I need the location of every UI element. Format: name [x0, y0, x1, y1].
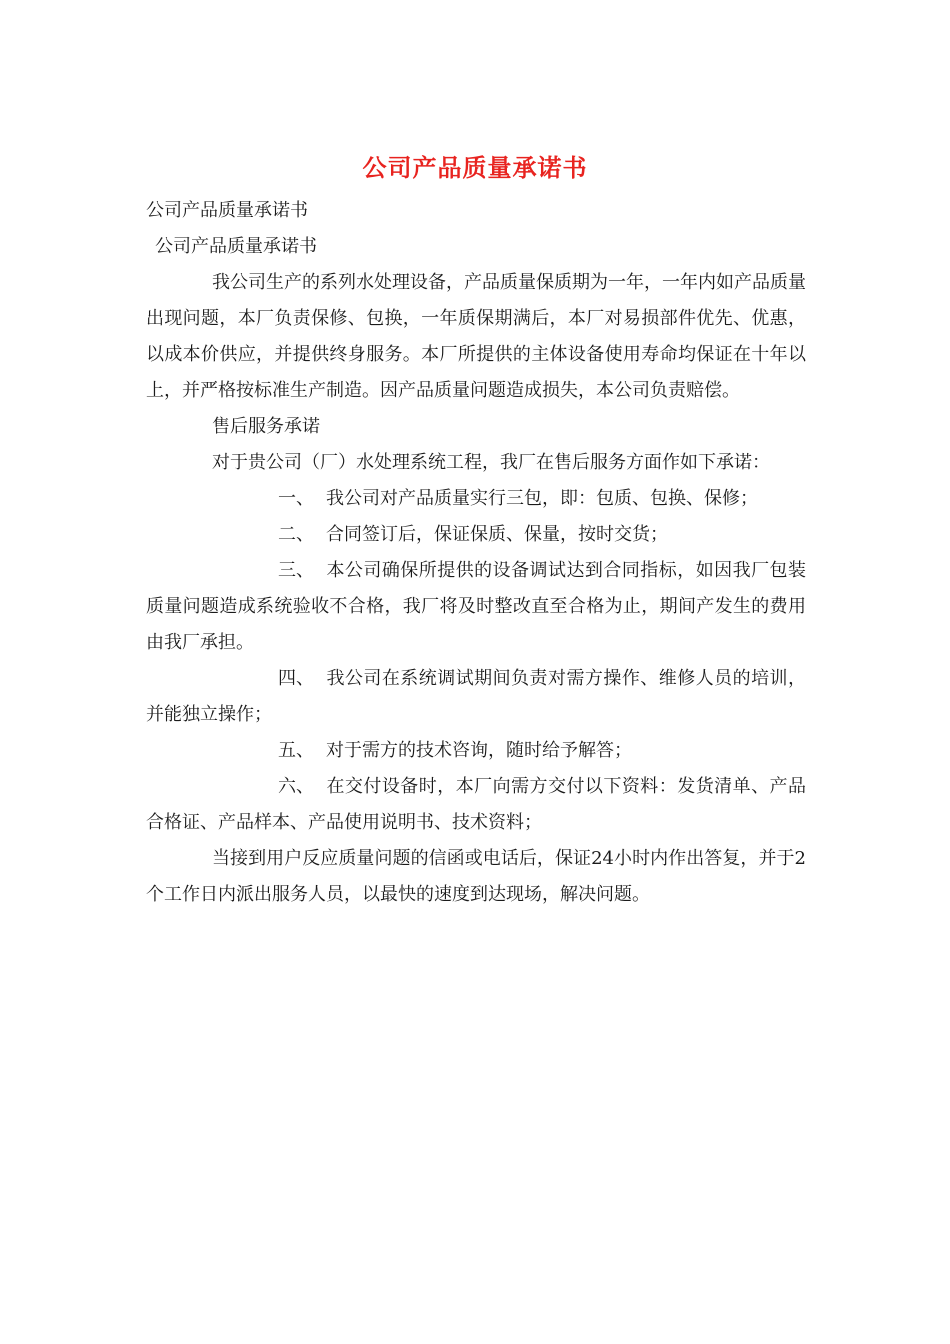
item-text: 我公司对产品质量实行三包，即：包质、包换、保修； — [326, 488, 758, 509]
list-item — [146, 769, 806, 841]
item-number: 二、 — [278, 524, 314, 545]
list-item — [146, 517, 806, 553]
intro-paragraph: 对于贵公司（厂）水处理系统工程，我厂在售后服务方面作如下承诺： — [212, 452, 770, 473]
item-number: 五、 — [278, 740, 314, 761]
item-text: 对于需方的技术咨询，随时给予解答； — [326, 740, 632, 761]
item-text: 在交付设备时，本厂向需方交付以下资料：发货清单、产品合格证、产品样本、产品使用说明书、技术资料； — [146, 776, 806, 833]
subtitle-line-2: 公司产品质量承诺书 — [155, 236, 317, 257]
subtitle-line-1: 公司产品质量承诺书 — [146, 200, 308, 221]
item-text: 我公司在系统调试期间负责对需方操作、维修人员的培训，并能独立操作； — [146, 668, 806, 725]
section-heading: 售后服务承诺 — [212, 416, 320, 437]
item-number: 三、 — [278, 560, 314, 581]
item-number: 一、 — [278, 488, 314, 509]
list-item — [146, 733, 806, 769]
item-text: 合同签订后，保证保质、保量，按时交货； — [326, 524, 668, 545]
item-text: 本公司确保所提供的设备调试达到合同指标，如因我厂包装质量问题造成系统验收不合格，我厂将及时整改直至合格为止，期间产发生的费用由我厂承担。 — [146, 560, 806, 653]
list-item — [146, 553, 806, 661]
quality-paragraph: 我公司生产的系列水处理设备，产品质量保质期为一年，一年内如产品质量出现问题，本厂负责保修、包换，一年质保期满后，本厂对易损部件优先、优惠，以成本价供应，并提供终身服务。本厂所提供的主体设备使用寿命均保证在十年以上，并严格按标准生产制造。因产品质量问题造成损失，本公司负责赔偿。 — [146, 272, 806, 401]
document-title: 公司产品质量承诺书 — [362, 153, 588, 182]
item-number: 六、 — [278, 776, 314, 797]
list-item — [146, 661, 806, 733]
document-body — [146, 193, 806, 913]
item-number: 四、 — [278, 668, 314, 689]
closing-paragraph: 当接到用户反应质量问题的信函或电话后，保证24小时内作出答复，并于2个工作日内派出服务人员，以最快的速度到达现场，解决问题。 — [146, 848, 806, 905]
list-item — [146, 481, 806, 517]
